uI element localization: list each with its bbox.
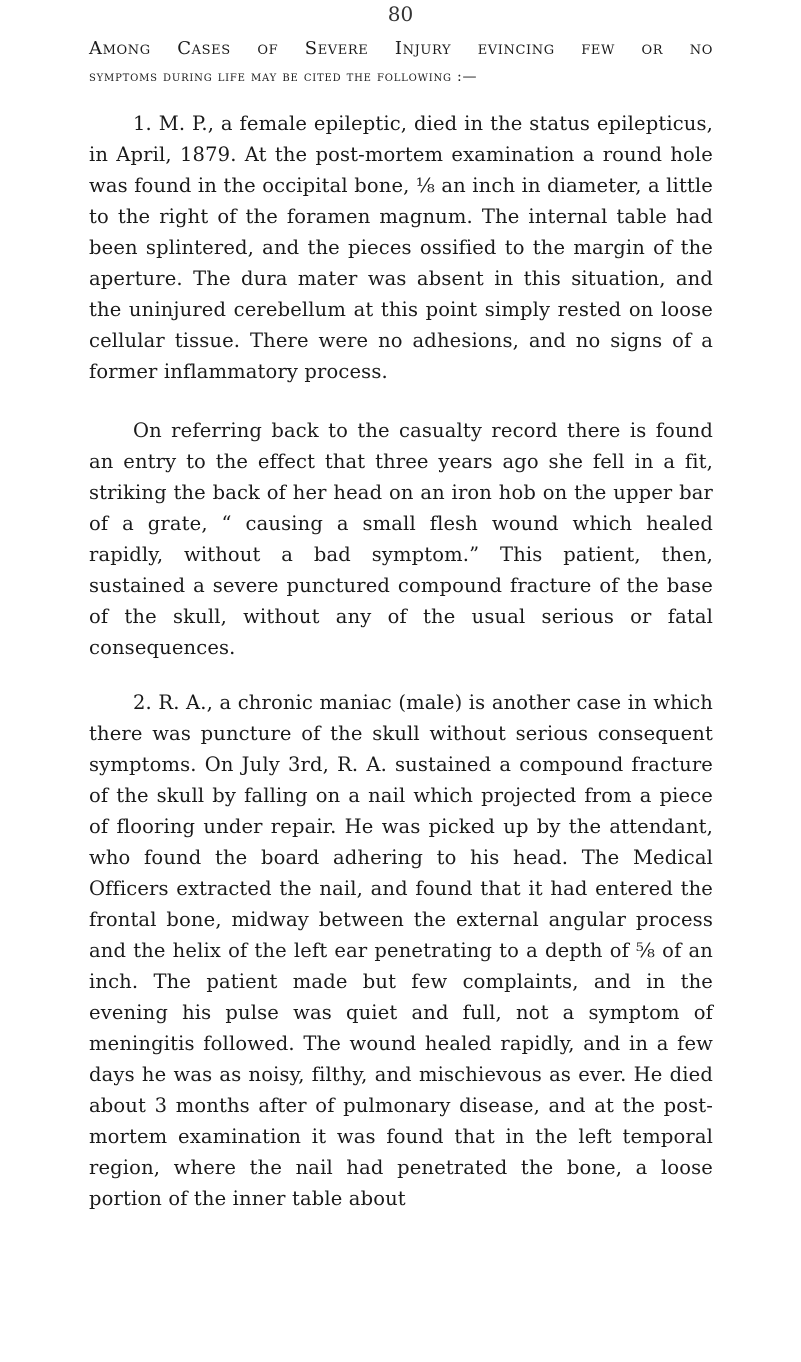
paragraph-case-2: 2. R. A., a chronic maniac (male) is another case in which there was puncture of the skull without serious consequent symptoms. On July 3rd, R. A. sustained a compound fracture of the skull by falling on a nail which projected from a piece of flooring under repair. He was picked up by the attendant, who found the board adhering to his head. The Medical Officers extracted the nail, and found that it had entered the frontal bone, midway between the external angular process and the helix of the left ear penetrating to a depth of ⅝ of an inch. The patient made but few complaints, and in the evening his pulse was quiet and full, not a symptom of meningitis followed. The wound healed rapidly, and in a few days he was as noisy, filthy, and mischievous as ever. He died about 3 months after of pulmonary disease, and at the post-mortem examination it was found that in the left temporal region, where the nail had penetrated the bone, a loose portion of the inner table about	[89, 691, 713, 1210]
page-number: 80	[387, 2, 414, 26]
paragraph-case-1: 1. M. P., a female epileptic, died in the status epilepticus, in April, 1879. At the post-mortem examination a round hole was found in the occipital bone, ⅛ an inch in diameter, a little to the right of the foramen magnum. The internal table had been splintered, and the pieces ossified to the margin of the aperture. The dura mater was absent in this situation, and the uninjured cerebellum at this point simply rested on loose cellular tissue. There were no adhesions, and no signs of a former inflammatory process.	[89, 112, 713, 383]
section-heading: Among Cases of Severe Injury evincing few or no	[89, 38, 713, 59]
paragraph-case-1-followup: On referring back to the casualty record there is found an entry to the effect that three years ago she fell in a fit, striking the back of her head on an iron hob on the upper bar of a grate, “ causing a small flesh wound which healed rapidly, without a bad symptom.” This patient, then, sustained a severe punctured compound fracture of the base of the skull, without any of the usual serious or fatal consequences.	[89, 419, 713, 659]
page-body	[89, 36, 713, 1214]
section-subheading: symptoms during life may be cited the following :—	[89, 69, 478, 85]
